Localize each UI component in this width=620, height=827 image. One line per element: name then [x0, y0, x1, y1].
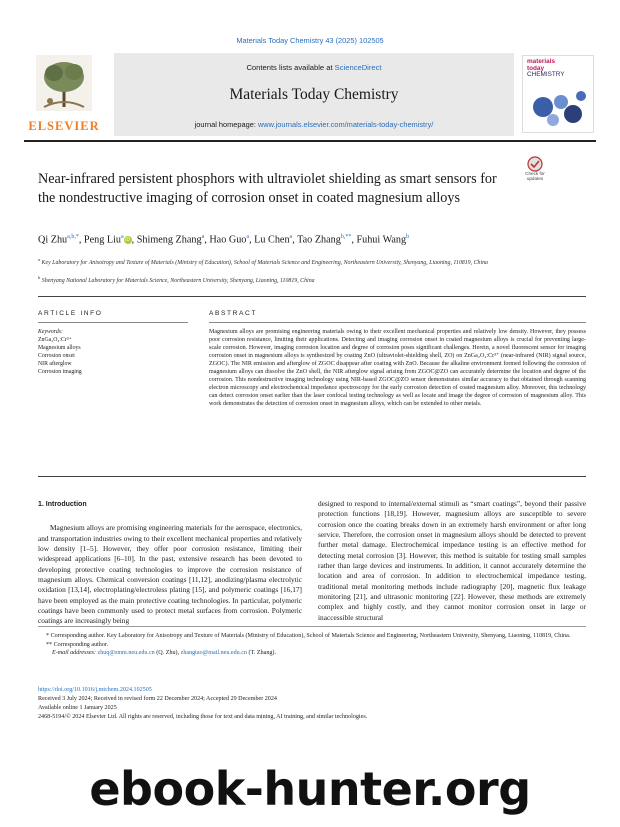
- journal-citation[interactable]: Materials Today Chemistry 43 (2025) 102505: [236, 36, 384, 45]
- email-label: E-mail addresses:: [52, 650, 96, 656]
- corresponding-author-1: * Corresponding author. Key Laboratory for Anisotropy and Texture of Materials (Ministry of Education), School of Materials Science and Engineering, Northeastern University, Shenyang, Liaoning, 110819, China.: [46, 633, 571, 639]
- author-separator: ,: [78, 234, 84, 246]
- check-updates-icon: [520, 156, 550, 172]
- author-name[interactable]: Shimeng Zhang: [136, 234, 202, 246]
- affiliation-a: $^a$ Key Laboratory for Anisotropy and Texture of Materials (Ministry of Education), School of Materials Science and Engineering, Northeastern University, Shenyang, Liaoning, 110819, China: [38, 257, 488, 266]
- keyword: Corrosion onset: [38, 352, 75, 359]
- author-affiliation-mark[interactable]: b,**: [340, 234, 352, 240]
- abstract: [209, 310, 586, 408]
- author-affiliation-mark[interactable]: a: [121, 234, 124, 240]
- keywords-list: [38, 337, 82, 377]
- footnote-rule: [38, 626, 586, 627]
- masthead-center: [114, 53, 514, 136]
- doi-link[interactable]: https://doi.org/10.1016/j.mtchem.2024.102505: [38, 687, 152, 693]
- title-rule: [38, 296, 586, 297]
- contents-prefix: Contents lists available at: [246, 63, 335, 72]
- publication-info: [38, 686, 586, 722]
- check-updates-label: Check for updates: [525, 171, 545, 181]
- author-name[interactable]: Qi Zhu: [38, 234, 68, 246]
- elsevier-logo[interactable]: [24, 53, 104, 136]
- intro-heading: 1. Introduction: [38, 501, 87, 508]
- header-rule: [24, 140, 596, 142]
- article-info-rule: [38, 322, 188, 323]
- author-list: [38, 234, 578, 245]
- orcid-icon[interactable]: iD: [125, 237, 131, 244]
- author-affiliation-mark[interactable]: a: [201, 234, 205, 240]
- footnotes: [38, 632, 586, 658]
- keywords-label: Keywords:: [38, 329, 63, 335]
- journal-cover[interactable]: [520, 53, 596, 136]
- author-name[interactable]: Tao Zhang: [297, 234, 341, 246]
- abstract-rule: [209, 322, 586, 323]
- author-affiliation-mark[interactable]: a: [289, 234, 293, 240]
- keyword: Corrosion imaging: [38, 368, 82, 375]
- author-separator: ,: [131, 234, 137, 246]
- keyword: ZnGa₂O₄:Cr³⁺: [38, 337, 72, 343]
- received-dates: Received 3 July 2024; Received in revised form 22 December 2024; Accepted 29 December 2024: [38, 695, 277, 702]
- keyword: Magnesium alloys: [38, 344, 81, 351]
- intro-right-column: [318, 499, 586, 623]
- author-separator: ,: [204, 234, 210, 246]
- sciencedirect-link[interactable]: ScienceDirect: [334, 63, 382, 72]
- journal-masthead: [24, 53, 596, 136]
- author-separator: ,: [351, 234, 357, 246]
- author-name[interactable]: Fuhui Wang: [356, 234, 407, 246]
- homepage-prefix: journal homepage:: [194, 120, 258, 129]
- intro-left-text: Magnesium alloys are promising engineering materials for the aerospace, electronics, and transportation industries owing to their excellent mechanical properties and relatively low density [1–5]. However, they offer poor corrosion resistance, limiting their widespread applications [6–10]. In the past, extensive research has been devoted to developing protective coating technologies to improve the corrosion resistance of magnesium alloys. Chemical conversion coatings [11,12], anodizing/plasma electrolytic oxidation [13,14], electroplating/electroless plating [15], and polymeric coatings [16,17] have been employed as the main protective coating technologies. In particular, polymeric coatings have been commonly used to protect metal surfaces from corrosion. Polymeric coatings are increasingly being: [38, 523, 302, 626]
- email-name-2: (T. Zhang).: [246, 650, 276, 656]
- author-affiliation-mark[interactable]: a,b,*: [67, 234, 79, 240]
- elsevier-tree-icon: [36, 55, 92, 111]
- email-link-1[interactable]: zhuq@smm.neu.edu.cn: [97, 650, 155, 656]
- article-info-heading: ARTICLE INFO: [38, 310, 103, 317]
- article-title: Near-infrared persistent phosphors with ultraviolet shielding as smart sensors for the nondestructive imaging of corrosion onset in coated magnesium alloys: [38, 171, 497, 206]
- homepage-link[interactable]: www.journals.elsevier.com/materials-today-chemistry/: [257, 120, 434, 129]
- cover-title: materials today CHEMISTRY: [527, 58, 565, 79]
- watermark-text: ebook-hunter.org: [89, 762, 531, 816]
- author-affiliation-mark[interactable]: a: [246, 234, 250, 240]
- check-for-updates-badge[interactable]: [520, 156, 550, 190]
- corresponding-author-2: ** Corresponding author.: [46, 641, 109, 648]
- author-name[interactable]: Lu Chen: [254, 234, 290, 246]
- article-info: [38, 310, 188, 375]
- abstract-end-rule: [38, 476, 586, 477]
- email-name-1: (Q. Zhu),: [154, 650, 181, 656]
- abstract-text: Magnesium alloys are promising engineering materials owing to their excellent mechanical properties and relatively low density. However, they possess poor corrosion resistance, limiting their applications. Detecting and imaging corrosion onset in coated magnesium alloys is crucial for preventing large-scale corrosion. However, imaging corrosion location and degree of corrosion poses significant challenges. Herein, a novel fluorescent sensor for imaging corrosion onset in magnesium alloys is synthesized by coating ZnO (ultraviolet-shielding shell, ZO) on ZnGa₂O₄:Cr³⁺ (near-infrared (NIR) signal source, ZGOC). The NIR emission and afterglow of ZGOC disappear after coating with ZnO. Because the alkaline environment formed following the corrosion of magnesium alloys can dissolve the ZnO shell, the NIR afterglow signal arising from ZGOC@ZO can accurately determine the location and degree of the corrosion. This nondestructive imaging technology using NIR-based ZGOC@ZO sensor demonstrates similar accuracy to that obtained through scanning electron microscopy and electrochemical impedance spectroscopy for the early corrosion detection of coated magnesium alloy. Moreover, this technology can detect corrosion onset earlier than the laser confocal testing technology as well as locate and image the degree of corrosion of magnesium alloy. This work demonstrates the detection of corrosion onset in magnesium alloys, which can be extended to other metals.: [209, 329, 586, 408]
- author-affiliation-mark[interactable]: b: [406, 234, 410, 240]
- homepage-line: [114, 120, 514, 129]
- cover-art-icon: [523, 82, 593, 132]
- copyright-line: 2468-5194/© 2024 Elsevier Ltd. All rights are reserved, including those for text and data mining, AI training, and similar technologies.: [38, 713, 368, 720]
- intro-left-column: [38, 500, 302, 627]
- author-name[interactable]: Hao Guo: [209, 234, 247, 246]
- email-line: [38, 649, 586, 658]
- keyword: NIR afterglow: [38, 360, 72, 367]
- author-separator: ,: [292, 234, 298, 246]
- cover-image: [522, 55, 594, 133]
- affiliation-b: $^b$ Shenyang National Laboratory for Materials Science, Northeastern University, Shenyang, Liaoning, 110819, China: [38, 275, 315, 284]
- author-name[interactable]: Peng Liu: [83, 234, 121, 246]
- journal-title: Materials Today Chemistry: [229, 86, 399, 103]
- available-online: Available online 1 January 2025: [38, 704, 117, 711]
- contents-line: [114, 63, 514, 72]
- publisher-logo-text: ELSEVIER: [28, 119, 100, 133]
- abstract-heading: ABSTRACT: [209, 310, 257, 317]
- author-separator: ,: [249, 234, 255, 246]
- watermark: [0, 754, 620, 827]
- email-link-2[interactable]: zhangtao@mail.neu.edu.cn: [180, 650, 247, 656]
- intro-right-text: designed to respond to internal/external stimuli as “smart coatings”, beyond their passive protection functions [18,19]. However, magnesium alloys are susceptible to severe corrosion once the coating breaks down in an extremely harsh environment or after long service. Therefore, the corrosion onset in magnesium alloys should be detected to prevent further metal damage. Electrochemical impedance testing is an effective method for detecting metal corrosion [3]. However, this method is suitable for testing small samples rather than large devices and instruments. In addition, it cannot accurately determine the location and area of corrosion. In addition to electrochemical impedance testing, traditional metal monitoring methods include radiography [20], magnetic flux leakage monitoring [21], and ultrasonic monitoring [22]. However, these methods are extremely complex and highly costly, and they cannot monitor corrosion onset in large or inaccessible structural: [318, 499, 586, 622]
